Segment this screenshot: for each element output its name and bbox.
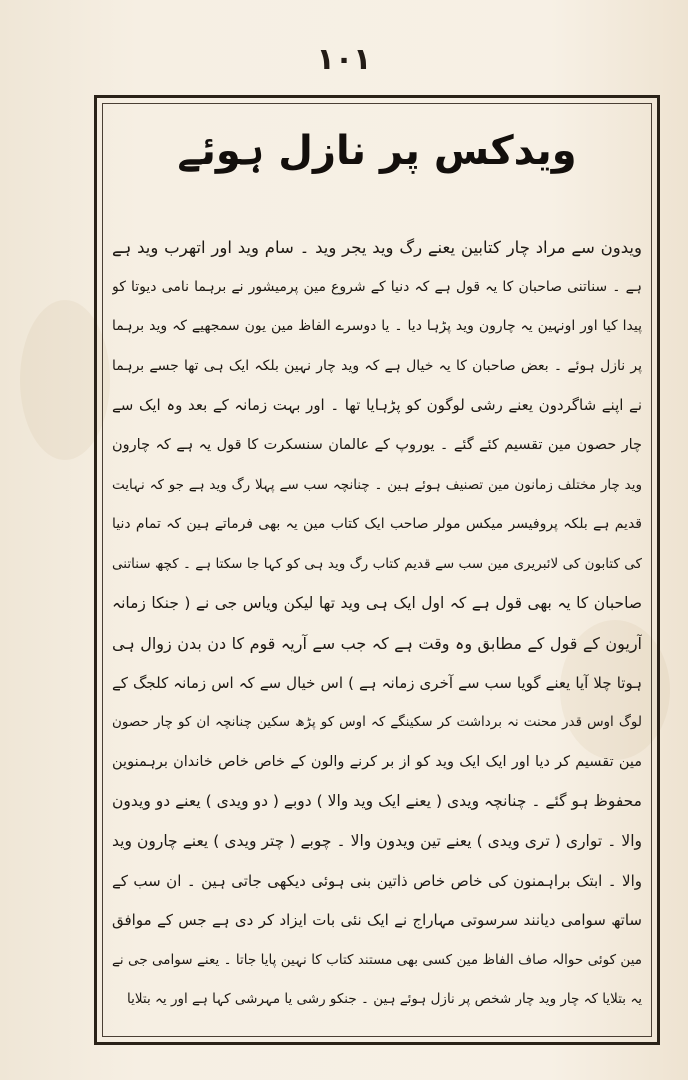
- text-line: لوگ اوس قدر محنت نہ برداشت کر سکینگے کہ اوس کو پڑھ سکین چنانچہ ان کو چار حصون: [112, 714, 642, 731]
- text-line: محفوظ ہو گئے ۔ چنانچہ ویدی ( یعنے ایک وید والا ) دوبے ( دو ویدی ) یعنے دو ویدون: [112, 792, 642, 811]
- text-line: ویدون سے مراد چار کتابین یعنے رگ وید یجر وید ۔ سام وید اور اتھرب وید ہے: [112, 238, 642, 257]
- page-number: ۱۰۱: [316, 42, 372, 77]
- text-line: کی کتابون کی لائبریری مین سب سے قدیم کتاب رگ وید ہی کو کہا جا سکتا ہے ۔ کچھ سناتنی: [112, 555, 642, 572]
- text-line: پر نازل ہوئے ۔ بعض صاحبان کا یہ خیال ہے کہ وید چار نہین بلکہ ایک ہی تھا جسے برہما: [112, 357, 642, 374]
- body-text: [112, 228, 642, 1020]
- text-line: چار حصون مین تقسیم کئے گئے ۔ یوروپ کے عالمان سنسکرت کا قول یہ ہے کہ چارون: [112, 436, 642, 453]
- text-line: نے اپنے شاگردون یعنے رشی لوگون کو پڑہایا تھا ۔ اور بہت زمانہ کے بعد وہ ایک سے: [112, 396, 642, 415]
- text-line: والا ۔ ابتک براہمنون کی خاص خاص ذاتین بنی ہوئی دیکھی جاتی ہین ۔ ان سب کے: [112, 871, 642, 890]
- text-line: آریون کے قول کے مطابق وہ وقت ہے کہ جب سے آریہ قوم کا دن بدن زوال ہی: [112, 633, 642, 653]
- text-line: مین کوئی حوالہ صاف الفاظ مین کسی بھی مستند کتاب کا نہین پایا جاتا ۔ یعنے سوامی جی نے: [112, 951, 642, 968]
- chapter-heading: ویدکس پر نازل ہوئے: [177, 128, 577, 174]
- text-line: والا ۔ تواری ( تری ویدی ) یعنے تین ویدون والا ۔ چوبے ( چتر ویدی ) یعنے چارون وید: [112, 831, 642, 850]
- text-line: صاحبان کا یہ بھی قول ہے کہ اول ایک ہی وید تھا لیکن ویاس جی نے ( جنکا زمانہ: [112, 594, 642, 613]
- text-line: ہے ۔ سناتنی صاحبان کا یہ قول ہے کہ دنیا کے شروع مین پرمیشور نے برہما نامی دیوتا کو: [112, 278, 642, 295]
- text-line: ہوتا چلا آیا یعنے گویا سب سے آخری زمانہ ہے ) اس خیال سے کہ اس زمانہ کلجگ کے: [112, 673, 642, 692]
- text-line: یہ بتلایا کہ چار وید چار شخص پر نازل ہوئے ہین ۔ جنکو رشی یا مہرشی کہا ہے اور یہ بتلایا: [126, 991, 642, 1008]
- text-line: پیدا کیا اور اونہین یہ چارون وید پڑہا دیا ۔ یا دوسرے الفاظ مین یون سمجھیے کہ وید برہما: [112, 318, 642, 335]
- text-line: وید چار مختلف زمانون مین تصنیف ہوئے ہین ۔ چنانچہ سب سے پہلا رگ وید ہے جو کہ نہایت: [112, 476, 642, 493]
- text-line: مین تقسیم کر دیا اور ایک ایک وید کو از بر کرنے والون کے خاص خاص خاندان برہمنوین: [112, 753, 642, 770]
- text-line: قدیم ہے بلکہ پروفیسر میکس مولر صاحب ایک کتاب مین یہ بھی فرماتے ہین کہ تمام دنیا: [112, 516, 642, 533]
- text-line: ساتھ سوامی دیانند سرسوتی مہاراج نے ایک نئی بات ایزاد کر دی ہے جس کے موافق: [112, 911, 642, 930]
